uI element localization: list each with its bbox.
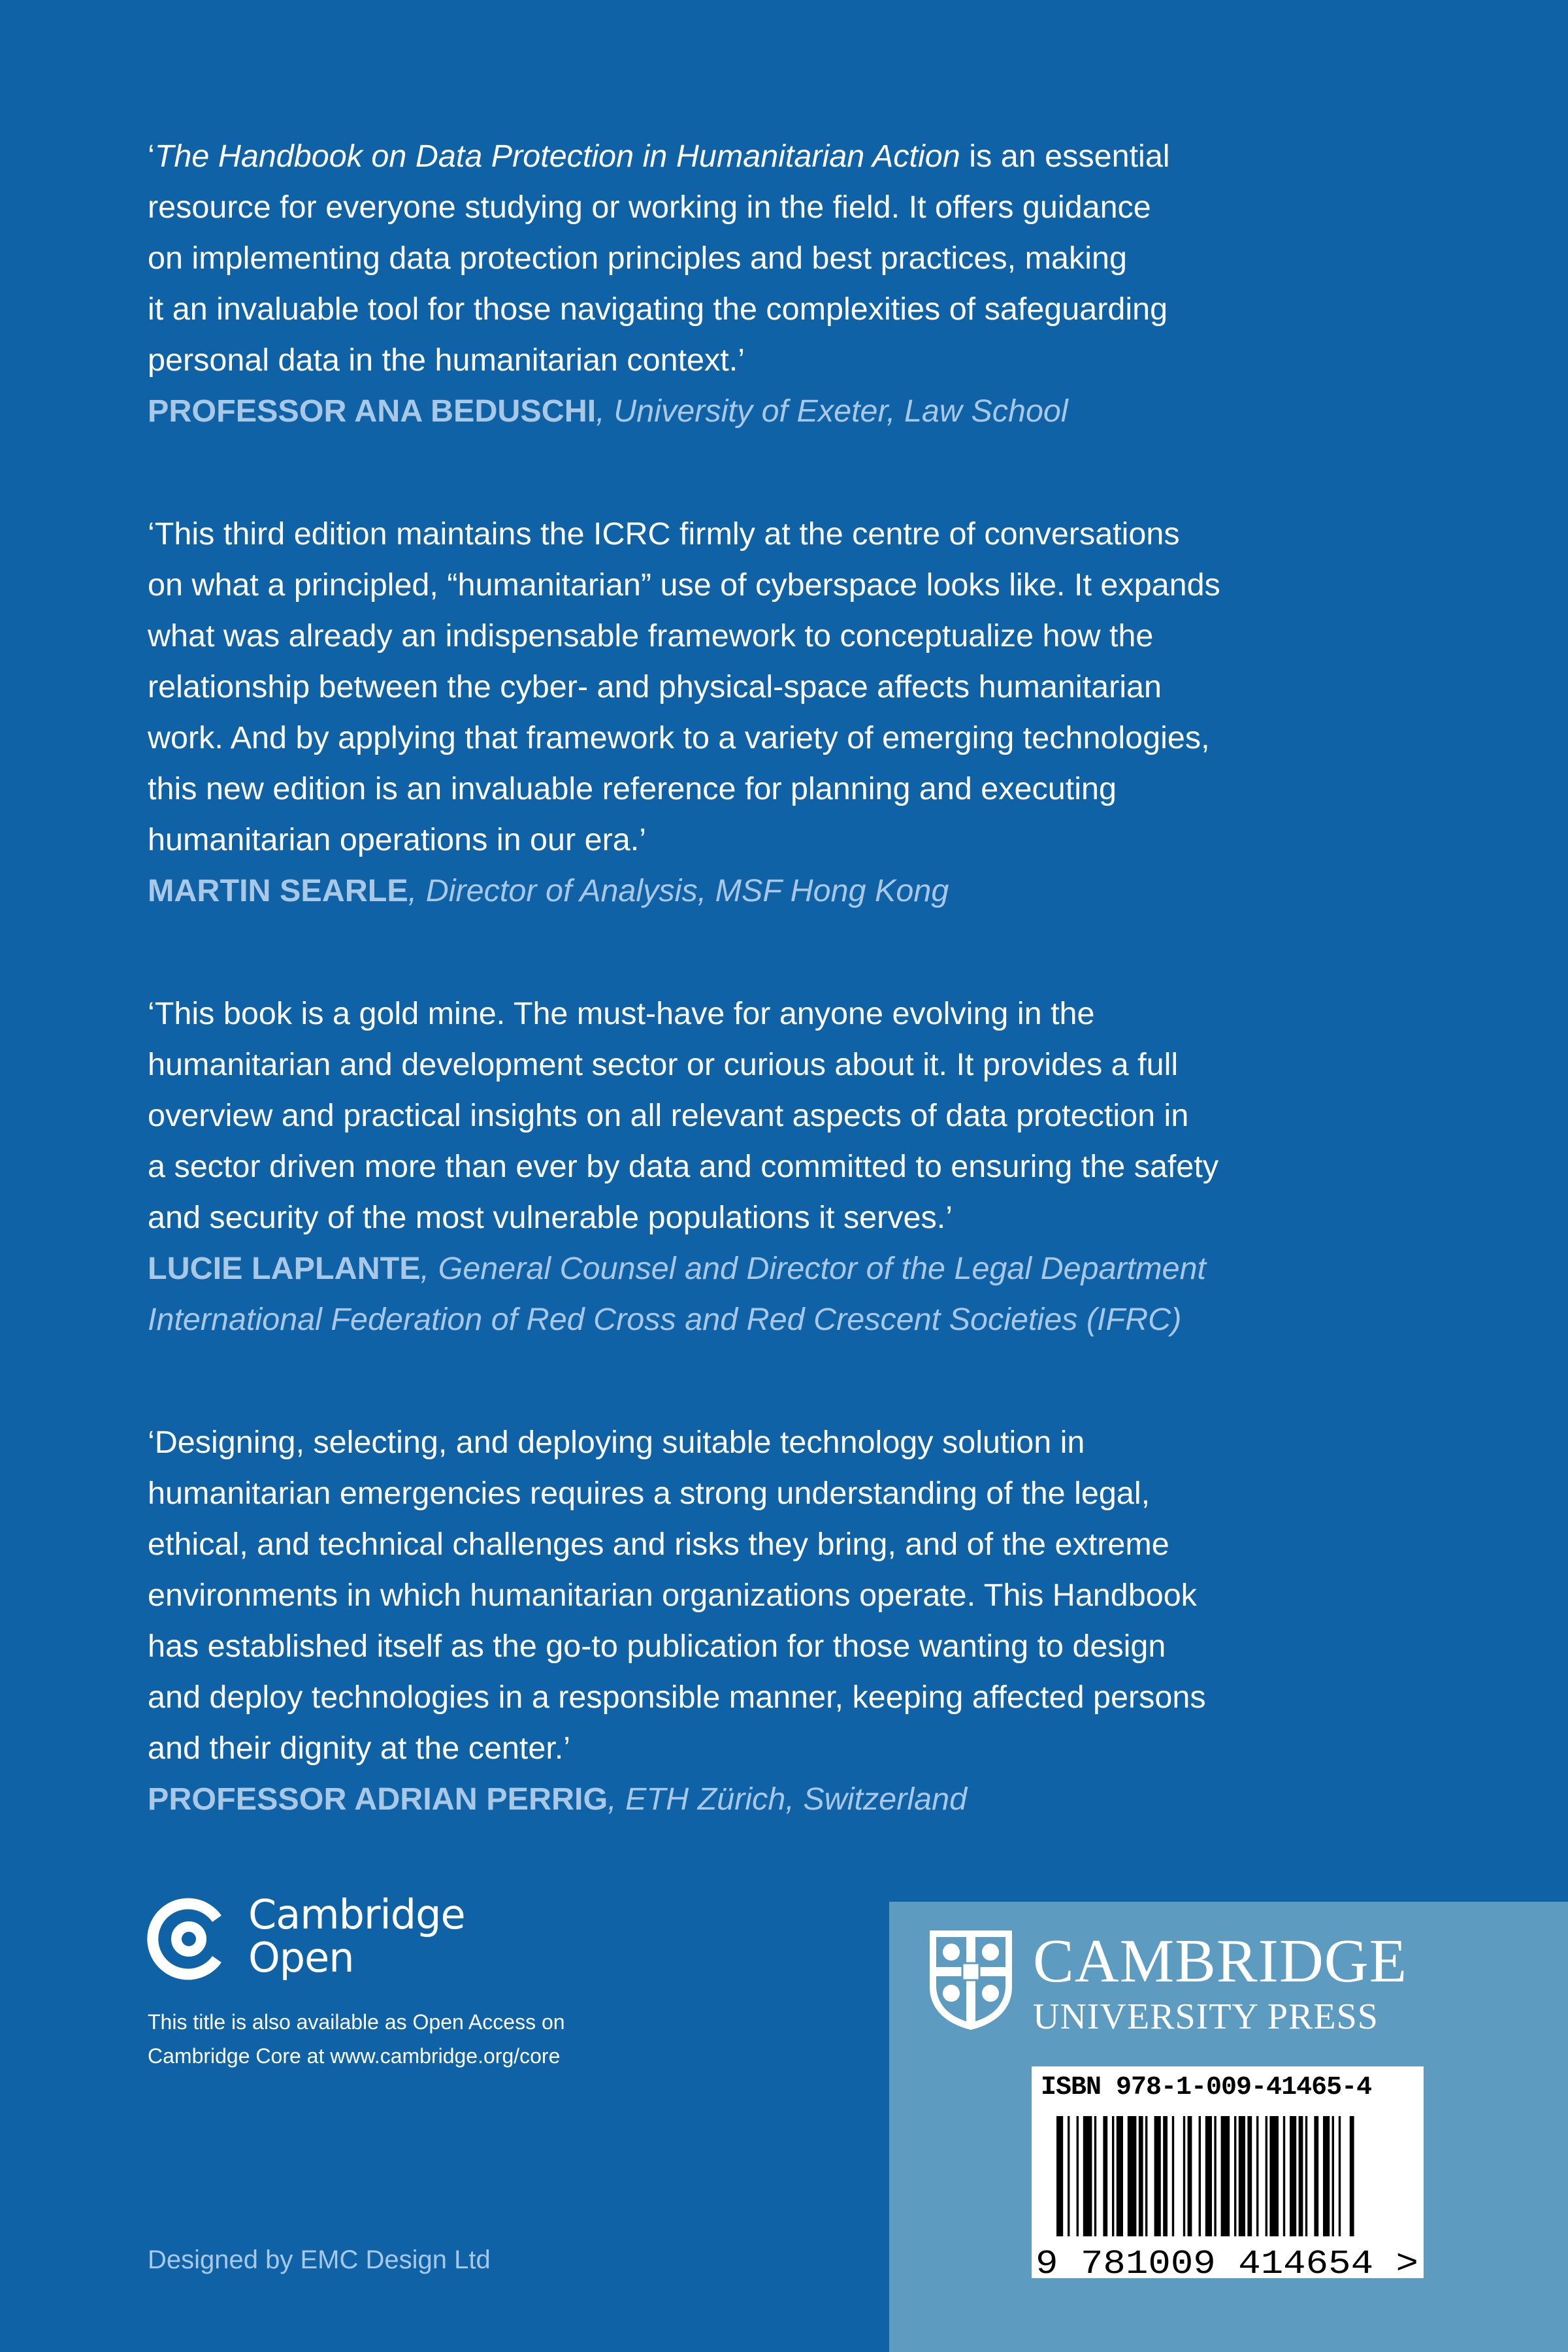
barcode-bar: [1283, 2116, 1285, 2236]
barcode-image: [1032, 2112, 1424, 2278]
endorsement: [148, 508, 1441, 916]
endorser-affiliation: , ETH Zürich, Switzerland: [608, 1781, 968, 1817]
logo-word-open: Open: [248, 1934, 354, 1981]
barcode-bar: [1103, 2116, 1107, 2236]
cambridge-open-logo: [146, 1891, 551, 1985]
endorsement-text: ‘Designing, selecting, and deploying suitable technology solution in humanitarian emergencies requires a strong understanding of the legal, ethical, and technical challenges and risks they bring, and of the extreme environments in which humanitarian organizations operate. This Handbook has established itself as the go-to publication for those wanting to design and deploy technologies in a responsible manner, keeping affected persons and their dignity at the center.’: [148, 1425, 1206, 1766]
barcode-bar: [1305, 2116, 1307, 2236]
barcode-bar: [1339, 2116, 1341, 2236]
barcode-bar: [1221, 2116, 1230, 2236]
endorsement-text: ‘This third edition maintains the ICRC firmly at the centre of conversations on what a principled, “humanitarian” use of cyberspace looks like. It expands what was already an indispensable framework to conceptualize how the relationship between the cyber- and physical-space affects humanitarian work. And by applying that framework to a variety of emerging technologies, this new edition is an invaluable reference for planning and executing humanitarian operations in our era.’: [148, 516, 1220, 857]
barcode-bar: [1247, 2116, 1252, 2236]
endorsement-attribution: [148, 865, 1441, 916]
endorsement-text: ‘The Handbook on Data Protection in Humanitarian Action is an essential resource for everyone studying or working in the field. It offers guidance on implementing data protection principles and best practices, making it an invaluable tool for those navigating the complexities of safeguarding personal data in the humanitarian context.’: [148, 139, 1170, 378]
barcode-bar: [1350, 2116, 1354, 2236]
barcode-bar: [1199, 2116, 1201, 2236]
barcode-bar: [1234, 2116, 1236, 2236]
barcode-bar: [1214, 2116, 1216, 2236]
university-shield-icon: [927, 1928, 1015, 2032]
barcode-bar: [1077, 2116, 1079, 2236]
publisher-name-line1: CAMBRIDGE: [1033, 1927, 1408, 1995]
endorsement: [148, 988, 1441, 1345]
book-title: The Handbook on Data Protection in Humanitarian Action: [154, 139, 960, 174]
barcode-digits: 9 781009 414654 >: [1036, 2245, 1418, 2278]
barcode-bar: [1332, 2116, 1334, 2236]
barcode-bar: [1068, 2116, 1070, 2236]
barcode-bar: [1094, 2116, 1096, 2236]
cambridge-open-icon: [146, 1897, 231, 1981]
barcode-bar: [1145, 2116, 1147, 2236]
endorser-affiliation: , General Counsel and Director of the Legal Department International Federation of Red Cross and Red Crescent Societies (IFRC): [148, 1251, 1207, 1337]
barcode-bar: [1128, 2116, 1137, 2236]
endorsement-attribution: [148, 1243, 1441, 1345]
endorser-affiliation: , University of Exeter, Law School: [596, 393, 1068, 429]
barcode-bar: [1239, 2116, 1245, 2236]
publisher-name: [1033, 1927, 1556, 2038]
endorsements: [148, 131, 1441, 1897]
endorser-affiliation: , Director of Analysis, MSF Hong Kong: [408, 873, 949, 908]
barcode-bar: [1188, 2116, 1192, 2236]
endorsement-text: ‘This book is a gold mine. The must-have for anyone evolving in the humanitarian and development sector or curious about it. It provides a full overview and practical insights on all relevant aspects of data protection in a sector driven more than ever by data and committed to ensuring the safety and security of the most vulnerable populations it serves.’: [148, 996, 1219, 1235]
endorsement: [148, 1417, 1441, 1825]
barcode-bar: [1266, 2116, 1267, 2236]
publisher-panel: [889, 1902, 1568, 2352]
isbn-barcode: [1032, 2066, 1424, 2278]
barcode-bar: [1056, 2116, 1063, 2236]
endorser-name: MARTIN SEARLE: [148, 873, 408, 908]
endorser-name: PROFESSOR ADRIAN PERRIG: [148, 1781, 608, 1817]
endorser-name: PROFESSOR ANA BEDUSCHI: [148, 393, 596, 429]
isbn-label: ISBN 978-1-009-41465-4: [1041, 2073, 1372, 2102]
barcode-bar: [1154, 2116, 1161, 2236]
barcode-bar: [1139, 2116, 1143, 2236]
barcode-bar: [1112, 2116, 1114, 2236]
barcode-bar: [1205, 2116, 1212, 2236]
endorsement-attribution: [148, 1774, 1441, 1825]
publisher-name-line2: UNIVERSITY PRESS: [1033, 1996, 1379, 2037]
barcode-bar: [1314, 2116, 1318, 2236]
barcode-bar: [1299, 2116, 1303, 2236]
endorsement-attribution: [148, 386, 1441, 437]
logo-word-cambridge: Cambridge: [248, 1891, 465, 1938]
barcode-bar: [1183, 2116, 1185, 2236]
barcode-bar: [1290, 2116, 1296, 2236]
barcode-bar: [1269, 2116, 1279, 2236]
barcode-bar: [1172, 2116, 1174, 2236]
barcode-bar: [1083, 2116, 1092, 2236]
designer-credit: Designed by EMC Design Ltd: [148, 2245, 491, 2274]
barcode-bar: [1163, 2116, 1168, 2236]
endorsement: [148, 131, 1441, 437]
barcode-bar: [1256, 2116, 1258, 2236]
barcode-bar: [1323, 2116, 1330, 2236]
barcode-bar: [1117, 2116, 1123, 2236]
open-access-note: This title is also available as Open Access on Cambridge Core at www.cambridge.org/core: [148, 2010, 565, 2068]
endorser-name: LUCIE LAPLANTE: [148, 1251, 421, 1286]
